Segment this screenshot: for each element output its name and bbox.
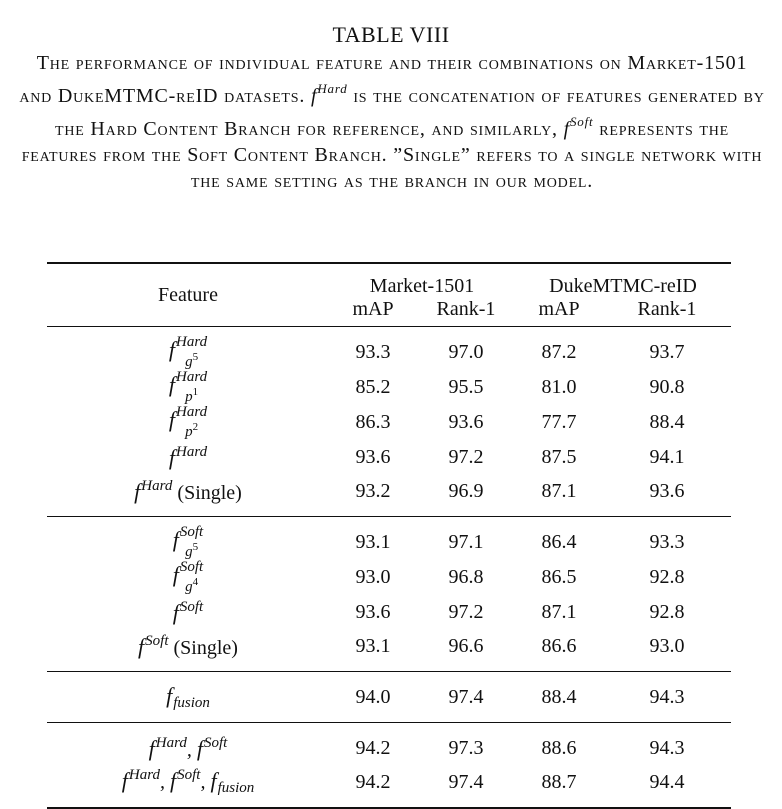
table-title: TABLE VIII: [332, 22, 450, 47]
row-spacer: [47, 723, 731, 731]
value-cell: 93.0: [649, 634, 685, 657]
value-cell: 93.6: [649, 479, 685, 502]
row-spacer: [47, 672, 731, 680]
value-cell: 94.2: [355, 770, 391, 793]
value-cell: 96.6: [448, 634, 484, 657]
feature-expression: $f^{Hard}$: [168, 443, 208, 470]
value-cell: 87.5: [541, 445, 577, 468]
value-cell: 81.0: [541, 376, 577, 398]
value-cell: 97.3: [448, 736, 484, 759]
value-cell: 87.2: [541, 341, 577, 363]
header-duke-map: mAP: [538, 298, 580, 320]
value-cell: 77.7: [541, 411, 577, 433]
value-cell: 97.2: [448, 600, 484, 623]
value-cell: 86.6: [541, 634, 577, 657]
feature-expression: f Soft $g^5$: [172, 524, 204, 560]
value-cell: 87.1: [541, 479, 577, 502]
value-cell: 96.9: [448, 479, 484, 502]
value-cell: 92.8: [649, 566, 685, 588]
value-cell: 87.1: [541, 600, 577, 623]
value-cell: 86.3: [355, 411, 391, 433]
value-cell: 93.6: [355, 445, 391, 468]
header-dataset-market: Market-1501: [369, 275, 475, 297]
table-row: [47, 440, 731, 474]
value-cell: 94.0: [355, 685, 391, 708]
feature-expression: $f_{fusion}$: [166, 682, 210, 711]
value-cell: 97.4: [448, 770, 484, 793]
value-cell: 93.1: [355, 634, 391, 657]
table-row: [47, 405, 731, 440]
value-cell: 88.6: [541, 736, 577, 759]
row-spacer: [47, 663, 731, 672]
table-row: [47, 765, 731, 799]
value-cell: 86.4: [541, 531, 577, 553]
feature-cell: [47, 405, 329, 440]
feature-expression: f Hard $p^2$: [168, 404, 208, 440]
feature-expression: f Soft $g^4$: [172, 559, 204, 595]
feature-cell: [47, 370, 329, 405]
value-cell: 94.1: [649, 445, 685, 468]
table-caption: [18, 50, 766, 194]
value-cell: 92.8: [649, 600, 685, 623]
feature-expression: $f^{Hard}$, $f^{Soft}$: [148, 734, 228, 761]
table-row: [47, 680, 731, 714]
value-cell: 97.0: [448, 341, 484, 363]
header-duke-rank1: Rank-1: [637, 298, 697, 320]
value-cell: 93.3: [355, 341, 391, 363]
feature-cell: [47, 335, 329, 370]
value-cell: 90.8: [649, 376, 685, 398]
value-cell: 94.4: [649, 770, 685, 793]
value-cell: 93.6: [448, 411, 484, 433]
feature-cell: [47, 560, 329, 595]
table-row: [47, 335, 731, 370]
table-row: [47, 629, 731, 663]
caption-part-1: The performance of individual feature and their combinations on Market-1501 and DukeMTMC-reID datasets.: [19, 52, 748, 107]
caption-f-hard: $f^{Hard}$: [310, 81, 348, 107]
header-row-datasets: [47, 264, 731, 298]
value-cell: 94.3: [649, 736, 685, 759]
feature-cell: [47, 731, 329, 765]
header-market-map: mAP: [352, 298, 394, 320]
table-row: [47, 731, 731, 765]
value-cell: 93.1: [355, 531, 391, 553]
header-market-rank1: Rank-1: [436, 298, 496, 320]
value-cell: 93.3: [649, 531, 685, 553]
feature-cell: [47, 440, 329, 474]
performance-table: [47, 262, 731, 809]
value-cell: 94.2: [355, 736, 391, 759]
feature-cell: [47, 595, 329, 629]
value-cell: 96.8: [448, 566, 484, 588]
value-cell: 93.7: [649, 341, 685, 363]
feature-expression: $f^{Soft}$: [172, 598, 204, 625]
feature-cell: [47, 765, 329, 799]
table-row: [47, 560, 731, 595]
caption-f-soft: $f^{Soft}$: [563, 114, 594, 140]
value-cell: 94.3: [649, 685, 685, 708]
table-row: [47, 525, 731, 560]
value-cell: 97.4: [448, 685, 484, 708]
header-dataset-duke: DukeMTMC-reID: [549, 275, 697, 297]
value-cell: 88.7: [541, 770, 577, 793]
value-cell: 97.2: [448, 445, 484, 468]
row-spacer: [47, 327, 731, 335]
feature-expression: $f^{Hard}$, $f^{Soft}$, $f_{fusion}$: [121, 767, 255, 796]
value-cell: 93.0: [355, 566, 391, 588]
table-row: [47, 474, 731, 508]
value-cell: 86.5: [541, 566, 577, 588]
feature-expression: f Hard $g^5$: [168, 334, 208, 370]
value-cell: 88.4: [541, 685, 577, 708]
feature-cell: [47, 525, 329, 560]
value-cell: 95.5: [448, 376, 484, 398]
caption-part-2: is the concatenation of features generated by the Hard Content Branch for reference, and similarly,: [55, 85, 765, 140]
value-cell: 97.1: [448, 531, 484, 553]
feature-cell: [47, 629, 329, 663]
feature-cell: [47, 474, 329, 508]
value-cell: 88.4: [649, 411, 685, 433]
row-spacer: [47, 517, 731, 525]
table-row: [47, 595, 731, 629]
feature-expression: f Hard $p^1$: [168, 369, 208, 405]
header-feature: Feature: [158, 283, 218, 306]
row-spacer: [47, 508, 731, 517]
value-cell: 93.6: [355, 600, 391, 623]
feature-expression: $f^{Hard}$ (Single): [134, 477, 242, 504]
value-cell: 85.2: [355, 376, 391, 398]
feature-cell: [47, 680, 329, 714]
feature-expression: $f^{Soft}$ (Single): [138, 632, 238, 659]
row-spacer: [47, 799, 731, 808]
caption-part-3: represents the features from the Soft Content Branch. ”Single” refers to a single network with the same setting as the branch in our model.: [21, 118, 763, 192]
table-row: [47, 370, 731, 405]
value-cell: 93.2: [355, 479, 391, 502]
row-spacer: [47, 714, 731, 723]
